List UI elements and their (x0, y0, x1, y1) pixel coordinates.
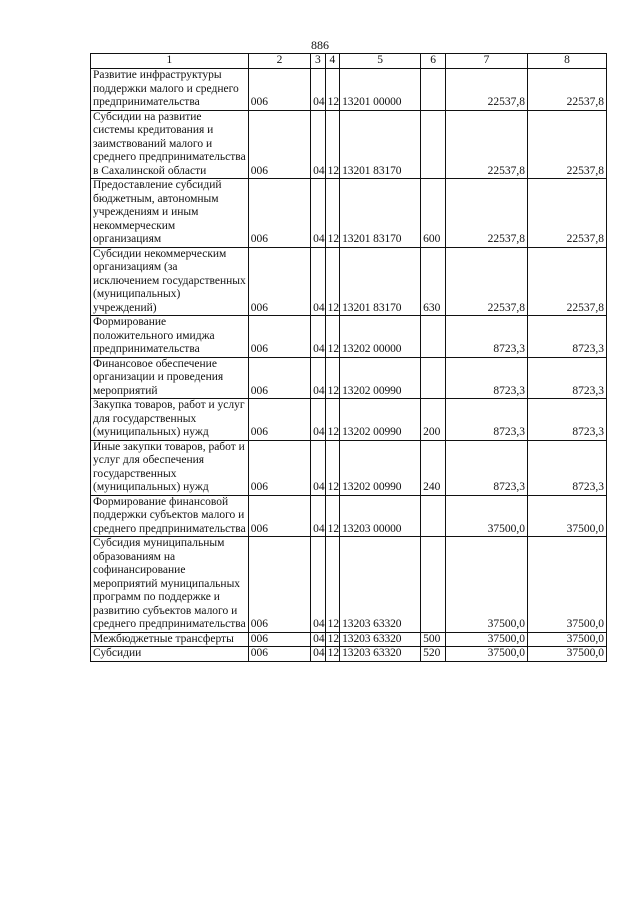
expense-type-code: 630 (421, 247, 446, 316)
amount-year-2: 37500,0 (528, 537, 607, 633)
table-row (91, 495, 607, 537)
expense-type-code (421, 357, 446, 399)
table-row (91, 440, 607, 495)
subsection-code: 12 (325, 632, 340, 647)
column-header: 2 (248, 54, 310, 69)
ministry-code: 006 (248, 399, 310, 441)
ministry-code: 006 (248, 316, 310, 358)
amount-year-1: 22537,8 (446, 110, 528, 179)
amount-year-2: 37500,0 (528, 647, 607, 662)
table-row (91, 316, 607, 358)
target-article-code: 13203 63320 (340, 647, 421, 662)
ministry-code: 006 (248, 495, 310, 537)
section-code: 04 (311, 179, 326, 248)
table-row (91, 357, 607, 399)
subsection-code: 12 (325, 647, 340, 662)
amount-year-2: 8723,3 (528, 316, 607, 358)
amount-year-2: 22537,8 (528, 179, 607, 248)
table-row (91, 247, 607, 316)
section-code: 04 (311, 399, 326, 441)
amount-year-1: 37500,0 (446, 647, 528, 662)
ministry-code: 006 (248, 440, 310, 495)
amount-year-2: 22537,8 (528, 247, 607, 316)
row-name: Предоставление субсидий бюджетным, автономным учреждениям и иным некоммерческим организациям (91, 179, 249, 248)
table-row (91, 399, 607, 441)
amount-year-2: 22537,8 (528, 69, 607, 111)
column-header: 4 (325, 54, 340, 69)
expense-type-code (421, 495, 446, 537)
ministry-code: 006 (248, 537, 310, 633)
expense-type-code (421, 110, 446, 179)
row-name: Развитие инфраструктуры поддержки малого и среднего предпринимательства (91, 69, 249, 111)
section-code: 04 (311, 495, 326, 537)
ministry-code: 006 (248, 632, 310, 647)
row-name: Субсидии некоммерческим организациям (за исключением государственных (муниципальных) учреждений) (91, 247, 249, 316)
column-header: 7 (446, 54, 528, 69)
page-number: 886 (311, 38, 329, 52)
ministry-code: 006 (248, 357, 310, 399)
expense-type-code (421, 316, 446, 358)
amount-year-1: 8723,3 (446, 357, 528, 399)
amount-year-2: 37500,0 (528, 495, 607, 537)
amount-year-2: 8723,3 (528, 399, 607, 441)
section-code: 04 (311, 647, 326, 662)
amount-year-1: 37500,0 (446, 495, 528, 537)
section-code: 04 (311, 110, 326, 179)
subsection-code: 12 (325, 110, 340, 179)
expense-type-code: 500 (421, 632, 446, 647)
target-article-code: 13201 83170 (340, 247, 421, 316)
section-code: 04 (311, 357, 326, 399)
table-row (91, 647, 607, 662)
expense-type-code (421, 69, 446, 111)
table-row (91, 179, 607, 248)
ministry-code: 006 (248, 647, 310, 662)
target-article-code: 13202 00000 (340, 316, 421, 358)
amount-year-2: 8723,3 (528, 440, 607, 495)
column-header: 5 (340, 54, 421, 69)
table-row (91, 110, 607, 179)
expense-type-code: 240 (421, 440, 446, 495)
budget-table (90, 53, 607, 662)
subsection-code: 12 (325, 247, 340, 316)
row-name: Иные закупки товаров, работ и услуг для обеспечения государственных (муниципальных) нужд (91, 440, 249, 495)
row-name: Субсидии на развитие системы кредитования и заимствований малого и среднего предпринимательства в Сахалинской области (91, 110, 249, 179)
section-code: 04 (311, 316, 326, 358)
row-name: Закупка товаров, работ и услуг для государственных (муниципальных) нужд (91, 399, 249, 441)
row-name: Межбюджетные трансферты (91, 632, 249, 647)
column-header: 6 (421, 54, 446, 69)
amount-year-1: 8723,3 (446, 440, 528, 495)
target-article-code: 13201 83170 (340, 179, 421, 248)
amount-year-1: 22537,8 (446, 247, 528, 316)
column-header: 8 (528, 54, 607, 69)
subsection-code: 12 (325, 69, 340, 111)
expense-type-code: 600 (421, 179, 446, 248)
ministry-code: 006 (248, 69, 310, 111)
amount-year-2: 37500,0 (528, 632, 607, 647)
header-row (91, 54, 607, 69)
section-code: 04 (311, 440, 326, 495)
amount-year-1: 8723,3 (446, 399, 528, 441)
table-row (91, 632, 607, 647)
ministry-code: 006 (248, 247, 310, 316)
target-article-code: 13203 63320 (340, 537, 421, 633)
amount-year-1: 22537,8 (446, 179, 528, 248)
expense-type-code: 200 (421, 399, 446, 441)
section-code: 04 (311, 69, 326, 111)
section-code: 04 (311, 537, 326, 633)
amount-year-1: 22537,8 (446, 69, 528, 111)
amount-year-2: 22537,8 (528, 110, 607, 179)
row-name: Субсидии (91, 647, 249, 662)
target-article-code: 13201 00000 (340, 69, 421, 111)
target-article-code: 13203 00000 (340, 495, 421, 537)
amount-year-2: 8723,3 (528, 357, 607, 399)
expense-type-code (421, 537, 446, 633)
amount-year-1: 37500,0 (446, 632, 528, 647)
expense-type-code: 520 (421, 647, 446, 662)
section-code: 04 (311, 247, 326, 316)
column-header: 3 (311, 54, 326, 69)
table-row (91, 69, 607, 111)
subsection-code: 12 (325, 495, 340, 537)
row-name: Субсидия муниципальным образованиям на софинансирование мероприятий муниципальных программ по поддержке и развитию субъектов малого и среднего предпринимательства (91, 537, 249, 633)
subsection-code: 12 (325, 357, 340, 399)
target-article-code: 13202 00990 (340, 399, 421, 441)
target-article-code: 13202 00990 (340, 440, 421, 495)
column-header: 1 (91, 54, 249, 69)
row-name: Финансовое обеспечение организации и проведения мероприятий (91, 357, 249, 399)
subsection-code: 12 (325, 399, 340, 441)
target-article-code: 13203 63320 (340, 632, 421, 647)
amount-year-1: 37500,0 (446, 537, 528, 633)
subsection-code: 12 (325, 179, 340, 248)
table-row (91, 537, 607, 633)
subsection-code: 12 (325, 537, 340, 633)
subsection-code: 12 (325, 440, 340, 495)
section-code: 04 (311, 632, 326, 647)
ministry-code: 006 (248, 179, 310, 248)
target-article-code: 13202 00990 (340, 357, 421, 399)
row-name: Формирование финансовой поддержки субъектов малого и среднего предпринимательства (91, 495, 249, 537)
target-article-code: 13201 83170 (340, 110, 421, 179)
row-name: Формирование положительного имиджа предпринимательства (91, 316, 249, 358)
ministry-code: 006 (248, 110, 310, 179)
amount-year-1: 8723,3 (446, 316, 528, 358)
subsection-code: 12 (325, 316, 340, 358)
